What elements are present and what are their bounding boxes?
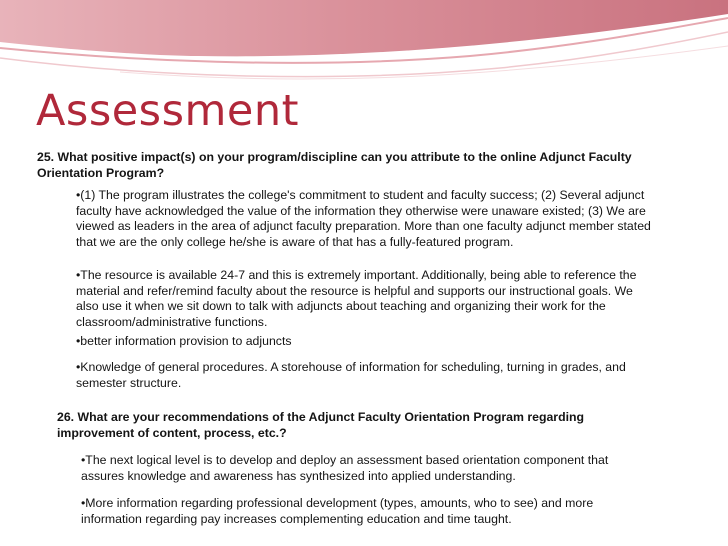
recommendation-bullet: •More information regarding professional development (types, amounts, who to see) and more information regarding pay increases complementing education and time taught. (81, 496, 594, 526)
header-band (0, 0, 728, 56)
recommendation-bullet: •The next logical level is to develop and deploy an assessment based orientation component that assures knowledge and awareness has synthesized into applied understanding. (81, 453, 609, 483)
answer-bullet: •(1) The program illustrates the college's commitment to student and faculty success; (2) Several adjunct faculty have acknowledged the value of the information they otherwise were unaware existed; (3) We are viewed as leaders in the area of adjunct faculty preparation. More than one faculty adjunct member stated that we are the only college he/she is aware of that has a fully-featured program. (76, 188, 651, 249)
slide-title: Assessment (36, 86, 299, 136)
answer-bullet: •Knowledge of general procedures. A storehouse of information for scheduling, turning in grades, and semester structure. (76, 360, 626, 390)
answer-bullet: •The resource is available 24-7 and this is extremely important. Additionally, being able to reference the material and refer/remind faculty about the resource is helpful and supports our instructional goals. We also use it when we sit down to talk with adjuncts about teaching and organizing their work for the classroom/administrative functions. (76, 268, 637, 329)
question-25: 25. What positive impact(s) on your program/discipline can you attribute to the online Adjunct Faculty Orientation Program? (37, 150, 632, 180)
answer-bullet: •better information provision to adjuncts (76, 334, 292, 348)
question-26: 26. What are your recommendations of the Adjunct Faculty Orientation Program regarding improvement of content, process, etc.? (57, 410, 585, 440)
